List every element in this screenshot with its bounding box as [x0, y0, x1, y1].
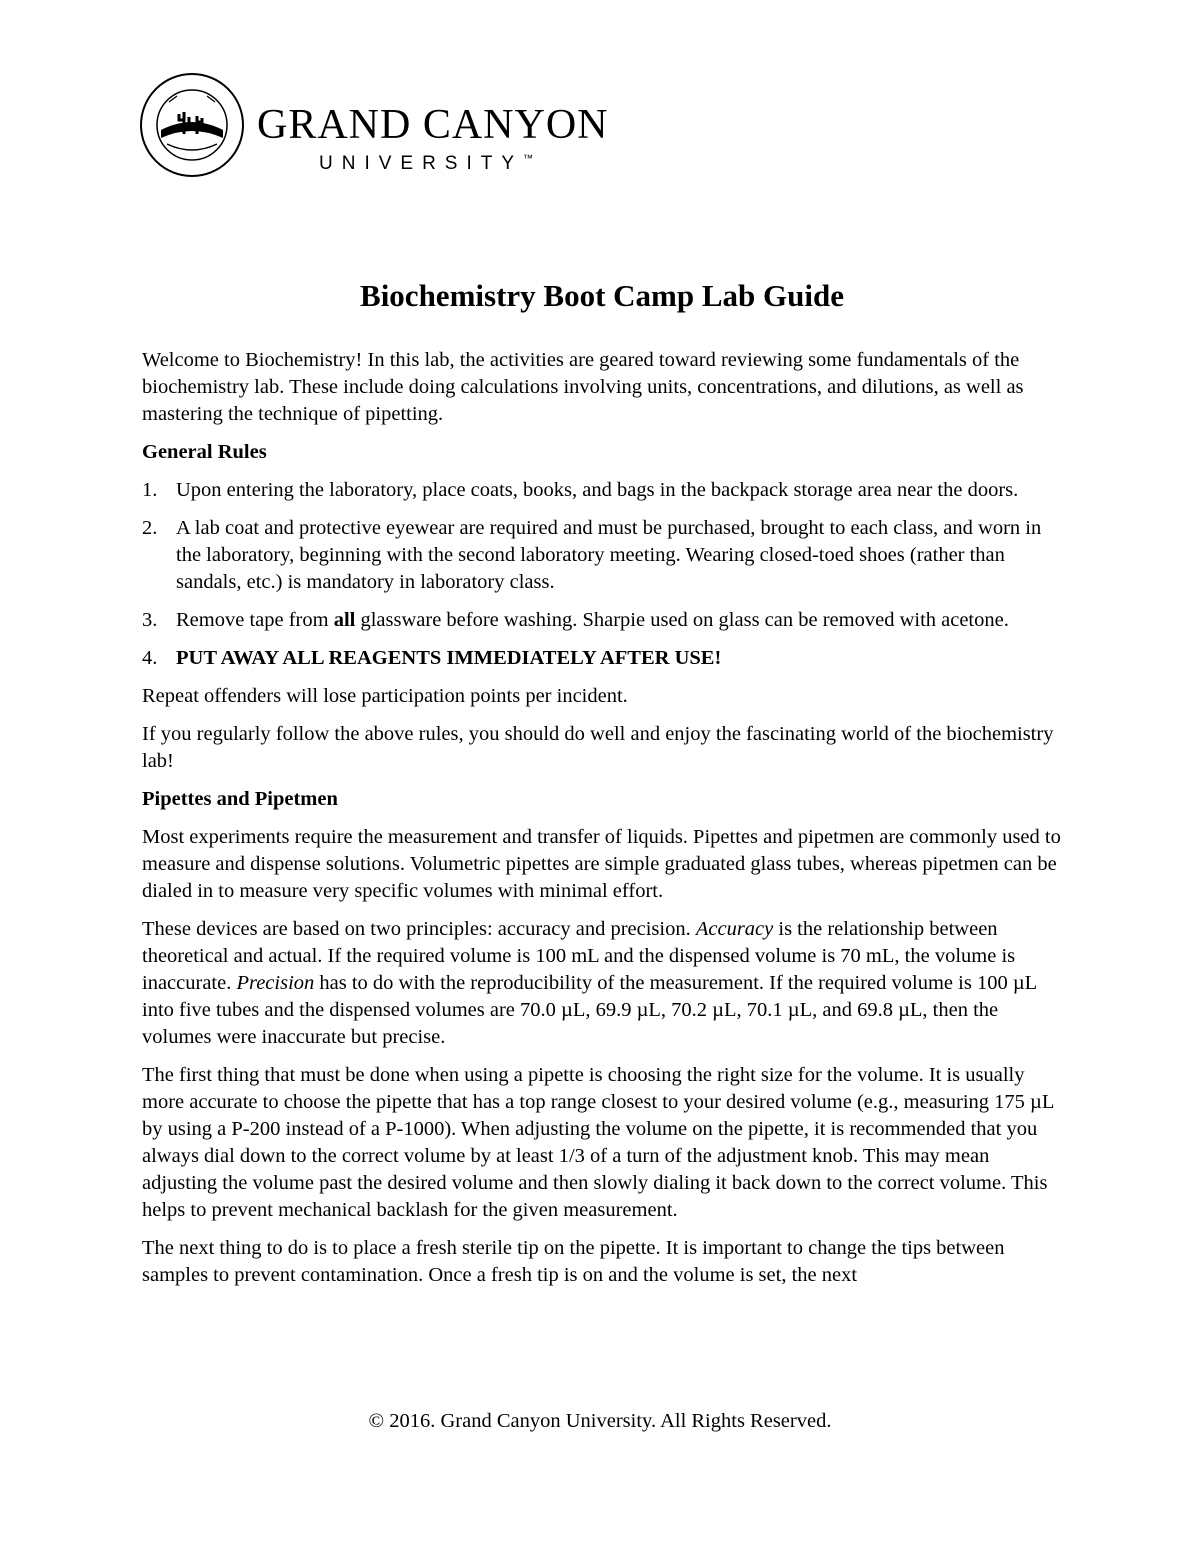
term-accuracy: Accuracy — [695, 918, 774, 940]
pipettes-paragraph-2 — [142, 916, 1062, 1051]
list-item-text: Upon entering the laboratory, place coats, books, and bags in the backpack storage area near the doors. — [176, 479, 1019, 501]
document-body — [142, 270, 1062, 1300]
pipettes-paragraph-1: Most experiments require the measurement and transfer of liquids. Pipettes and pipetmen are commonly used to measure and dispense solutions. Volumetric pipettes are simple graduated glass tubes, whereas pipetmen can be dialed in to measure very specific volumes with minimal effort. — [142, 826, 1061, 902]
list-number: 3. — [142, 609, 158, 631]
page-title: Biochemistry Boot Camp Lab Guide — [360, 278, 844, 313]
general-rules-heading: General Rules — [142, 441, 267, 463]
list-item-text: glassware before washing. Sharpie used on glass can be removed with acetone. — [355, 609, 1009, 631]
list-number: 1. — [142, 479, 158, 501]
list-item-text: Remove tape from — [176, 609, 334, 631]
trademark-symbol: ™ — [523, 153, 534, 165]
list-item — [142, 645, 1062, 672]
list-number: 2. — [142, 517, 158, 539]
logo-subwordmark — [319, 154, 533, 173]
paragraph-text: These devices are based on two principles: accuracy and precision. — [142, 918, 696, 940]
university-seal-icon — [139, 72, 245, 178]
university-logo — [139, 72, 609, 172]
list-item-text: PUT AWAY ALL REAGENTS IMMEDIATELY AFTER USE! — [176, 647, 722, 669]
pipettes-paragraph-3: The first thing that must be done when using a pipette is choosing the right size for the volume. It is usually more accurate to choose the pipette that has a top range closest to your desired volume (e.g., measuring 175 µL by using a P-200 instead of a P-1000). When adjusting the volume on the pipette, it is recommended that you always dial down to the correct volume by at least 1/3 of a turn of the adjustment knob. This may mean adjusting the volume past the desired volume and then slowly dialing it back down to the correct volume. This helps to prevent mechanical backlash for the given measurement. — [142, 1064, 1054, 1221]
intro-paragraph: Welcome to Biochemistry! In this lab, the activities are geared toward reviewing some fundamentals of the biochemistry lab. These include doing calculations involving units, concentrations, and dilutions, as well as mastering the technique of pipetting. — [142, 349, 1024, 425]
paragraph-text: is the relationship between theoretical and actual. If the required volume is 100 mL and the dispensed volume is 70 mL, the volume is inaccurate. — [142, 918, 1016, 994]
list-item — [142, 477, 1062, 504]
paragraph-text: has to do with the reproducibility of the measurement. If the required volume is 100 µL into five tubes and the dispensed volumes are 70.0 µL, 69.9 µL, 70.2 µL, 70.1 µL, and 69.8 µL, then the volumes were inaccurate but precise. — [142, 972, 1037, 1048]
general-rules-list — [142, 477, 1062, 672]
term-precision: Precision — [236, 972, 315, 994]
pipettes-paragraph-4: The next thing to do is to place a fresh sterile tip on the pipette. It is important to change the tips between samples to prevent contamination. Once a fresh tip is on and the volume is set, the next — [142, 1237, 1005, 1286]
list-number: 4. — [142, 647, 158, 669]
copyright-footer: © 2016. Grand Canyon University. All Rights Reserved. — [368, 1410, 832, 1432]
list-item-text: A lab coat and protective eyewear are required and must be purchased, brought to each class, and worn in the laboratory, beginning with the second laboratory meeting. Wearing closed-toed shoes (rather than sandals, etc.) is mandatory in laboratory class. — [176, 517, 1042, 593]
logo-university-text: UNIVERSITY — [319, 153, 524, 174]
list-item — [142, 515, 1062, 596]
logo-wordmark: GRAND CANYON — [257, 102, 609, 148]
emphasis-text: all — [333, 609, 356, 631]
pipettes-heading: Pipettes and Pipetmen — [142, 788, 338, 810]
rules-closing-paragraph: If you regularly follow the above rules, you should do well and enjoy the fascinating world of the biochemistry lab! — [142, 723, 1054, 772]
repeat-offenders-note: Repeat offenders will lose participation points per incident. — [142, 685, 628, 707]
list-item — [142, 607, 1062, 634]
